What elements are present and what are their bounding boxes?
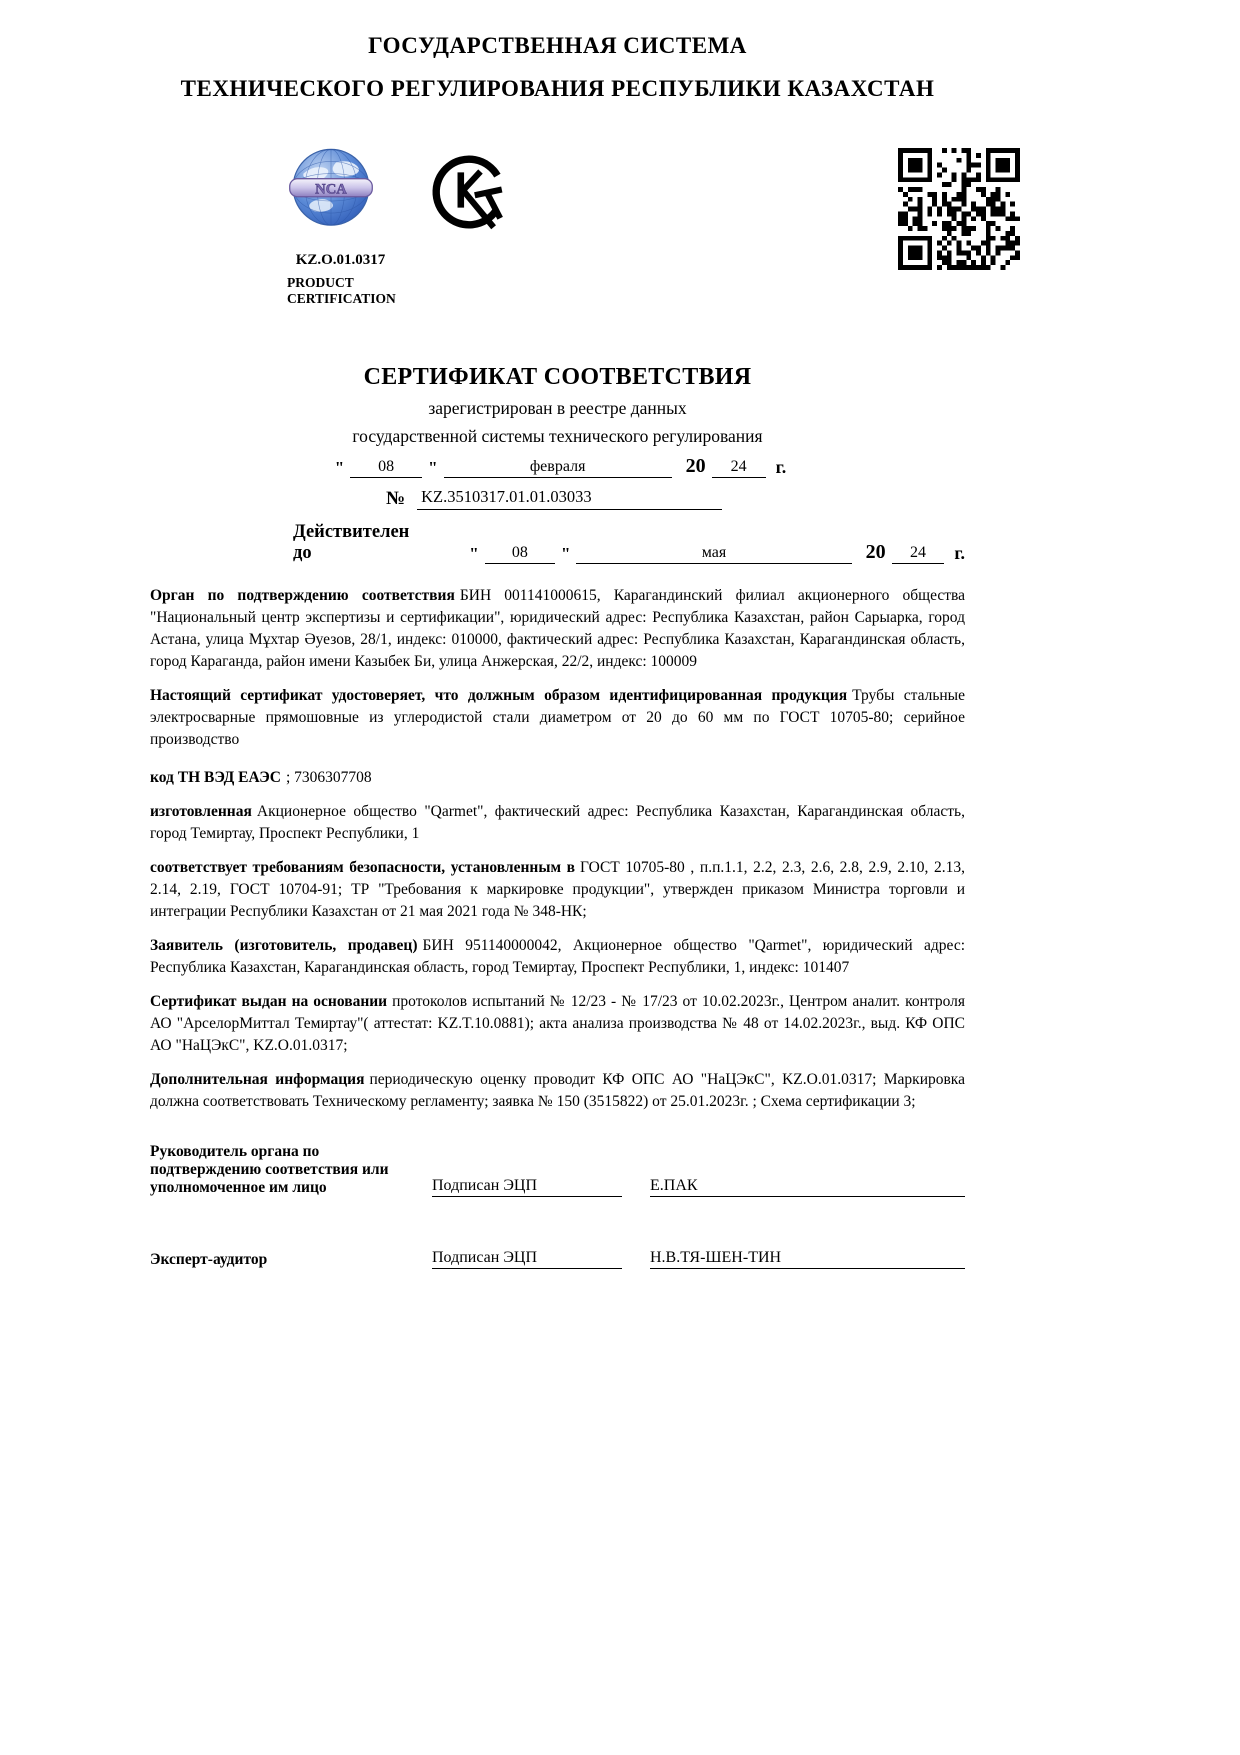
signature-method: Подписан ЭЦП [432, 1249, 622, 1269]
valid-until-year-suffix: г. [954, 543, 965, 563]
registration-line-2: государственной системы технического регулирования [352, 426, 763, 446]
signer-name: Е.ПАК [650, 1177, 965, 1197]
accreditation-code: KZ.O.01.0317 [295, 252, 386, 268]
certificate-paragraphs [150, 585, 965, 1113]
registration-year: 24 [712, 458, 766, 478]
certificate-number: KZ.3510317.01.01.03033 [417, 487, 722, 510]
number-label: № [386, 488, 406, 509]
paragraph-label: Заявитель (изготовитель, продавец) [150, 937, 418, 954]
paragraph-issued-basis [150, 991, 965, 1057]
signer-role [150, 1251, 432, 1269]
paragraph-text: Трубы стальные электросварные прямошовные из углеродистой стали диаметром от 20 до 60 мм по ГОСТ 10705-80; серийное производство [150, 687, 965, 748]
paragraph-safety-requirements [150, 857, 965, 923]
paragraph-manufacturer [150, 801, 965, 845]
paragraph-text: ГОСТ 10705-80 , п.п.1.1, 2.2, 2.3, 2.6, 2.8, 2.9, 2.10, 2.13, 2.14, 2.19, ГОСТ 10704-91; ТР "Требования к маркировке продукции", утвержден приказом Министра торговли и интеграции Республики Казахстан от 21 мая 2021 года № 348-НК; [150, 859, 965, 920]
paragraph-certifies-product [150, 685, 965, 751]
product-caption-line-2: CERTIFICATION [287, 290, 396, 306]
paragraph-label: Настоящий сертификат удостоверяет, что должным образом идентифицированная продукция [150, 687, 848, 704]
valid-until-label: Действителен до [293, 522, 410, 563]
signer-name: Н.В.ТЯ-ШЕН-ТИН [650, 1249, 965, 1269]
product-caption-line-1: PRODUCT [287, 275, 354, 290]
valid-until-month: мая [576, 544, 851, 564]
paragraph-additional-info [150, 1069, 965, 1113]
paragraph-label: Орган по подтверждению соответствия [150, 587, 455, 604]
paragraph-label: код ТН ВЭД ЕАЭС [150, 769, 281, 786]
valid-until-century: 20 [865, 541, 886, 563]
signature-method-column [432, 1177, 650, 1197]
open-quote: " [469, 544, 479, 563]
role-line-2: подтверждению соответствия или [150, 1161, 389, 1178]
paragraph-label: изготовленная [150, 803, 252, 820]
open-quote: " [334, 458, 345, 477]
signer-role [150, 1143, 432, 1197]
nca-logo-text: NCA [315, 181, 347, 198]
registration-year-suffix: г. [775, 457, 787, 477]
role-line-1: Эксперт-аудитор [150, 1251, 268, 1268]
registration-day: 08 [350, 458, 422, 478]
close-quote: " [428, 458, 438, 477]
paragraph-label: Сертификат выдан на основании [150, 993, 388, 1010]
valid-until-year: 24 [892, 544, 945, 564]
nca-globe-logo-icon [288, 146, 374, 232]
signature-row-expert [150, 1249, 965, 1269]
paragraph-text: БИН 951140000042, Акционерное общество "Qarmet", юридический адрес: Республика Казахстан, Карагандинская область, город Темиртау, Проспект Республики, 1, индекс: 101407 [150, 937, 966, 976]
paragraph-applicant [150, 935, 965, 979]
signature-method: Подписан ЭЦП [432, 1177, 622, 1197]
role-line-3: уполномоченное им лицо [150, 1179, 327, 1196]
paragraph-label: Дополнительная информация [150, 1071, 365, 1088]
header-line-1: ГОСУДАРСТВЕННАЯ СИСТЕМА [368, 33, 747, 58]
registration-century: 20 [685, 455, 706, 477]
registration-month: февраля [444, 458, 672, 478]
kc-conformity-mark-icon [428, 150, 510, 234]
signature-method-column [432, 1249, 650, 1269]
close-quote: " [560, 544, 571, 563]
registration-date-row [150, 455, 965, 478]
header-line-2: ТЕХНИЧЕСКОГО РЕГУЛИРОВАНИЯ РЕСПУБЛИКИ КАЗАХСТАН [180, 76, 935, 101]
valid-until-row [293, 522, 965, 564]
paragraph-label: соответствует требованиям безопасности, установленным в [150, 859, 576, 876]
paragraph-text: периодическую оценку проводит КФ ОПС АО "НаЦЭкС", KZ.O.01.0317; Маркировка должна соответствовать Техническому регламенту; заявка № 150 (3515822) от 25.01.2023г. ; Схема сертификации 3; [150, 1071, 965, 1110]
signatures-block [150, 1143, 965, 1269]
certificate-title: СЕРТИФИКАТ СООТВЕТСТВИЯ [363, 364, 752, 390]
qr-code [898, 148, 1020, 270]
paragraph-text: ; 7306307708 [285, 769, 372, 786]
product-certification-caption [287, 275, 396, 306]
paragraph-certification-body [150, 585, 965, 673]
role-line-1: Руководитель органа по [150, 1143, 320, 1160]
paragraph-text: протоколов испытаний № 12/23 - № 17/23 от 10.02.2023г., Центром аналит. контроля АО "АрселорМиттал Темиртау"( аттестат: KZ.T.10.0881); акта анализа производства № 48 от 14.02.2023г., выд. КФ ОПС АО "НаЦЭкС", KZ.O.01.0317; [150, 993, 965, 1054]
certificate-number-row [386, 487, 965, 510]
registration-line-1: зарегистрирован в реестре данных [428, 398, 687, 418]
paragraph-tnved-code [150, 767, 965, 789]
paragraph-text: БИН 001141000615, Карагандинский филиал акционерного общества "Национальный центр экспертизы и сертификации", юридический адрес: Республика Казахстан, район Сарыарка, город Астана, улица Мұхтар Әуезов, 28/1, индекс: 010000, фактический адрес: Республика Казахстан, Карагандинская область, город Караганда, район имени Казыбек Би, улица Анжерская, 22/2, индекс: 100009 [150, 587, 965, 670]
signature-row-head [150, 1143, 965, 1197]
valid-until-day: 08 [485, 544, 555, 564]
paragraph-text: Акционерное общество "Qarmet", фактический адрес: Республика Казахстан, Карагандинская область, город Темиртау, Проспект Республики, 1 [150, 803, 965, 842]
document-header [150, 33, 965, 102]
certificate-content [150, 364, 965, 1269]
